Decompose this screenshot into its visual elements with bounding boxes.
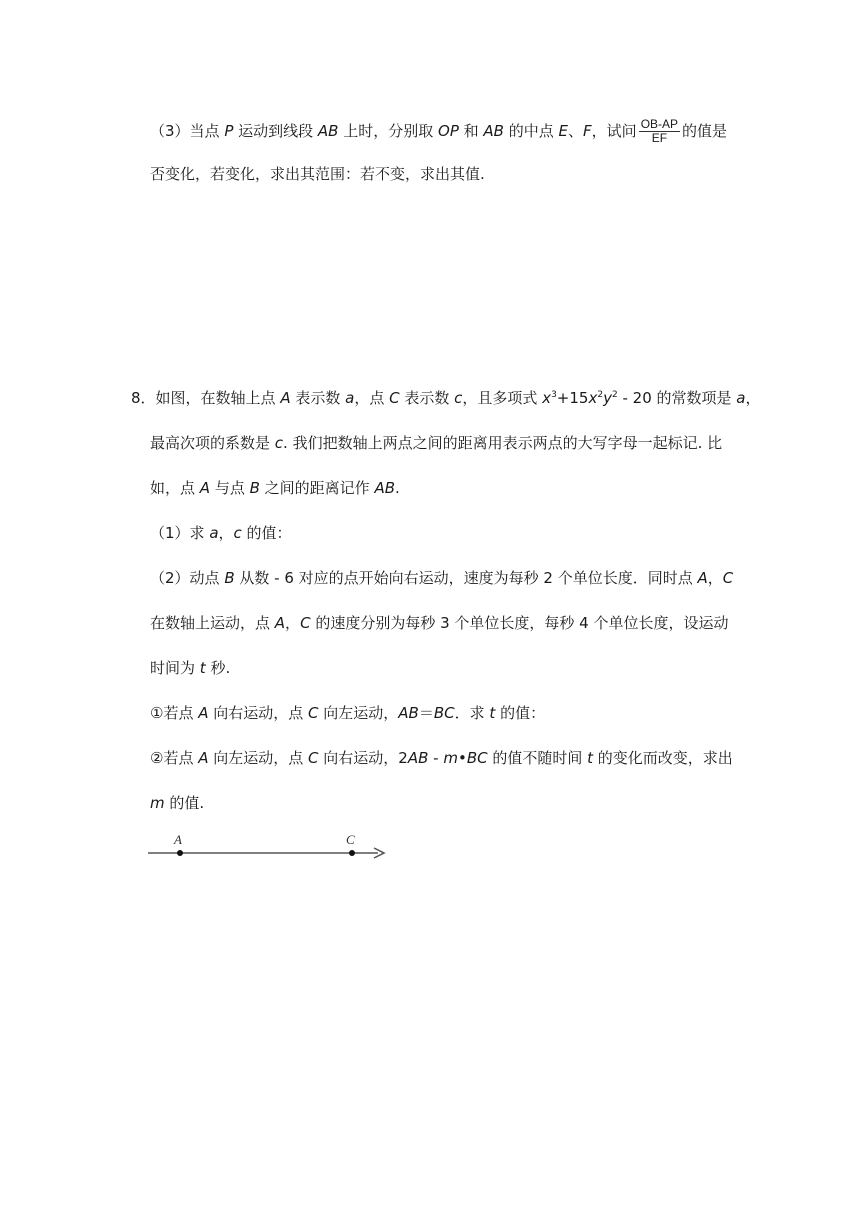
point-a-label: A [174, 832, 182, 847]
q8-subq2-line1: ②若点 A 向左运动，点 C 向右运动，2AB - m•BC 的值不随时间 t 的变化而改变，求出 [150, 749, 733, 767]
number-line-figure [140, 826, 390, 866]
fraction [639, 118, 680, 145]
q8-part2-line3: 时间为 t 秒. [150, 659, 231, 677]
q7-part3-line1: （3）当点 P 运动到线段 AB 上时，分别取 OP 和 AB 的中点 E、F，试问 $\frac{OB-AP}{EF}$ 的值是 [150, 117, 728, 145]
point-c-label: C [346, 832, 355, 847]
q8-line2: 最高次项的系数是 c. 我们把数轴上两点之间的距离用表示两点的大写字母一起标记. 比 [150, 434, 723, 452]
q8-line1: 8．如图，在数轴上点 A 表示数 a，点 C 表示数 c，且多项式 $x^3+15x^2y^2 - 20$ 的常数项是 a， [131, 389, 761, 407]
q8-line3: 如，点 A 与点 B 之间的距离记作 AB. [150, 479, 400, 497]
q8-part2-line2: 在数轴上运动，点 A，C 的速度分别为每秒 3 个单位长度，每秒 4 个单位长度，设运动 [150, 614, 729, 632]
point-a-dot [177, 850, 183, 856]
q8-subq1: ①若点 A 向右运动，点 C 向左运动，AB＝BC．求 t 的值： [150, 704, 546, 722]
q7-part3-line2: 否变化，若变化，求出其范围：若不变，求出其值. [150, 165, 485, 183]
q8-subq2-line2: m 的值. [150, 794, 205, 812]
fraction-denominator: EF [651, 131, 668, 145]
q8-part1: （1）求 a，c 的值： [150, 524, 292, 542]
q8-part2-line1: （2）动点 B 从数 - 6 对应的点开始向右运动，速度为每秒 2 个单位长度．同时点 A，C [150, 569, 734, 587]
point-c-dot [349, 850, 355, 856]
fraction-numerator: OB-AP [640, 117, 679, 131]
